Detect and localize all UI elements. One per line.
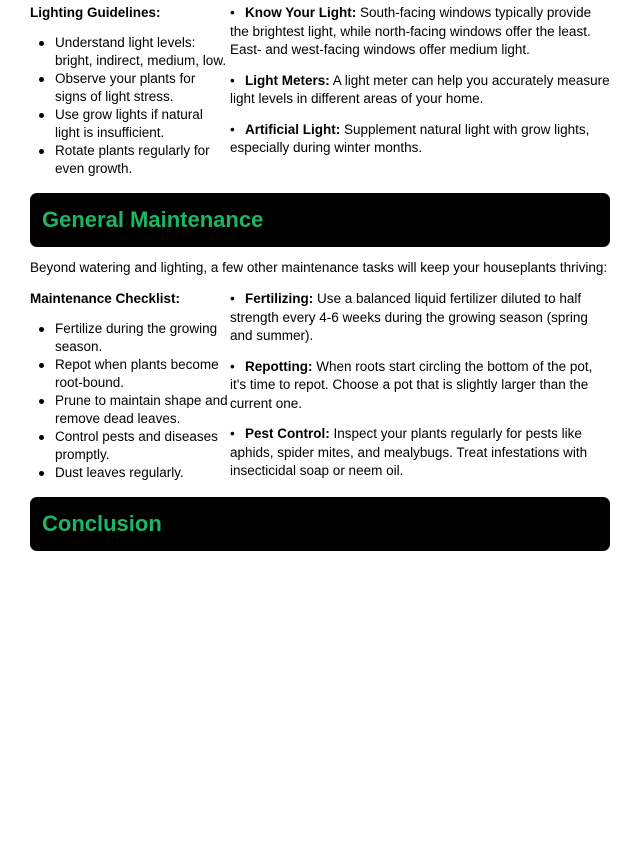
conclusion-banner xyxy=(30,497,610,551)
tip-label: Light Meters: xyxy=(245,72,330,88)
tip-repotting xyxy=(230,358,610,414)
list-item: Repot when plants become root-bound. xyxy=(55,356,230,392)
lighting-section xyxy=(30,4,610,178)
list-item: Rotate plants regularly for even growth. xyxy=(55,142,230,178)
lighting-guidelines-list xyxy=(30,34,230,178)
bullet-icon: • xyxy=(230,426,235,441)
conclusion-heading: Conclusion xyxy=(42,511,162,536)
tip-know-your-light xyxy=(230,4,610,60)
list-item: Understand light levels: bright, indirect, medium, low. xyxy=(55,34,230,70)
list-item: Prune to maintain shape and remove dead leaves. xyxy=(55,392,230,428)
list-item: Observe your plants for signs of light stress. xyxy=(55,70,230,106)
list-item: Dust leaves regularly. xyxy=(55,464,230,482)
tip-label: Artificial Light: xyxy=(245,121,341,137)
lighting-guidelines-box xyxy=(30,4,230,178)
maintenance-checklist-title: Maintenance Checklist: xyxy=(30,291,181,306)
list-item: Use grow lights if natural light is insufficient. xyxy=(55,106,230,142)
maintenance-tips xyxy=(230,290,610,493)
tip-pest-control xyxy=(230,425,610,481)
list-item: Control pests and diseases promptly. xyxy=(55,428,230,464)
list-item: Fertilize during the growing season. xyxy=(55,320,230,356)
bullet-icon: • xyxy=(230,121,235,137)
tip-text: A light meter can help you accurately measure light levels in different areas of your home. xyxy=(230,72,610,106)
tip-artificial-light xyxy=(230,121,610,158)
maintenance-checklist xyxy=(30,320,230,482)
tip-text: Use a balanced liquid fertilizer diluted to half strength every 4-6 weeks during the growing season (spring and summer). xyxy=(230,291,588,343)
lighting-guidelines-title: Lighting Guidelines: xyxy=(30,5,161,20)
bullet-icon: • xyxy=(230,72,235,88)
tip-text: When roots start circling the bottom of the pot, it's time to repot. Choose a pot that is slightly larger than the current one. xyxy=(230,358,593,411)
maintenance-checklist-box xyxy=(30,290,230,493)
tip-label: Fertilizing: xyxy=(245,291,314,306)
bullet-icon: • xyxy=(230,5,235,20)
tip-label: Repotting: xyxy=(245,358,313,374)
bullet-icon: • xyxy=(230,358,235,374)
maintenance-section xyxy=(30,290,610,493)
tip-text: Supplement natural light with grow lights, especially during winter months. xyxy=(230,121,590,155)
tip-label: Pest Control: xyxy=(245,426,330,441)
tip-label: Know Your Light: xyxy=(245,5,357,20)
tip-text: South-facing windows typically provide the brightest light, while north-facing windows offer the least. East- and west-facing windows offer medium light. xyxy=(230,5,592,57)
general-maintenance-heading: General Maintenance xyxy=(42,207,264,232)
general-maintenance-banner xyxy=(30,193,610,247)
tip-light-meters xyxy=(230,72,610,109)
bullet-icon: • xyxy=(230,291,235,306)
tip-text: Inspect your plants regularly for pests like aphids, spider mites, and mealybugs. Treat infestations with insecticidal soap or neem oil. xyxy=(230,426,588,478)
general-maintenance-intro: Beyond watering and lighting, a few other maintenance tasks will keep your houseplants thriving: xyxy=(30,260,608,275)
lighting-tips xyxy=(230,4,610,178)
tip-fertilizing xyxy=(230,290,610,346)
